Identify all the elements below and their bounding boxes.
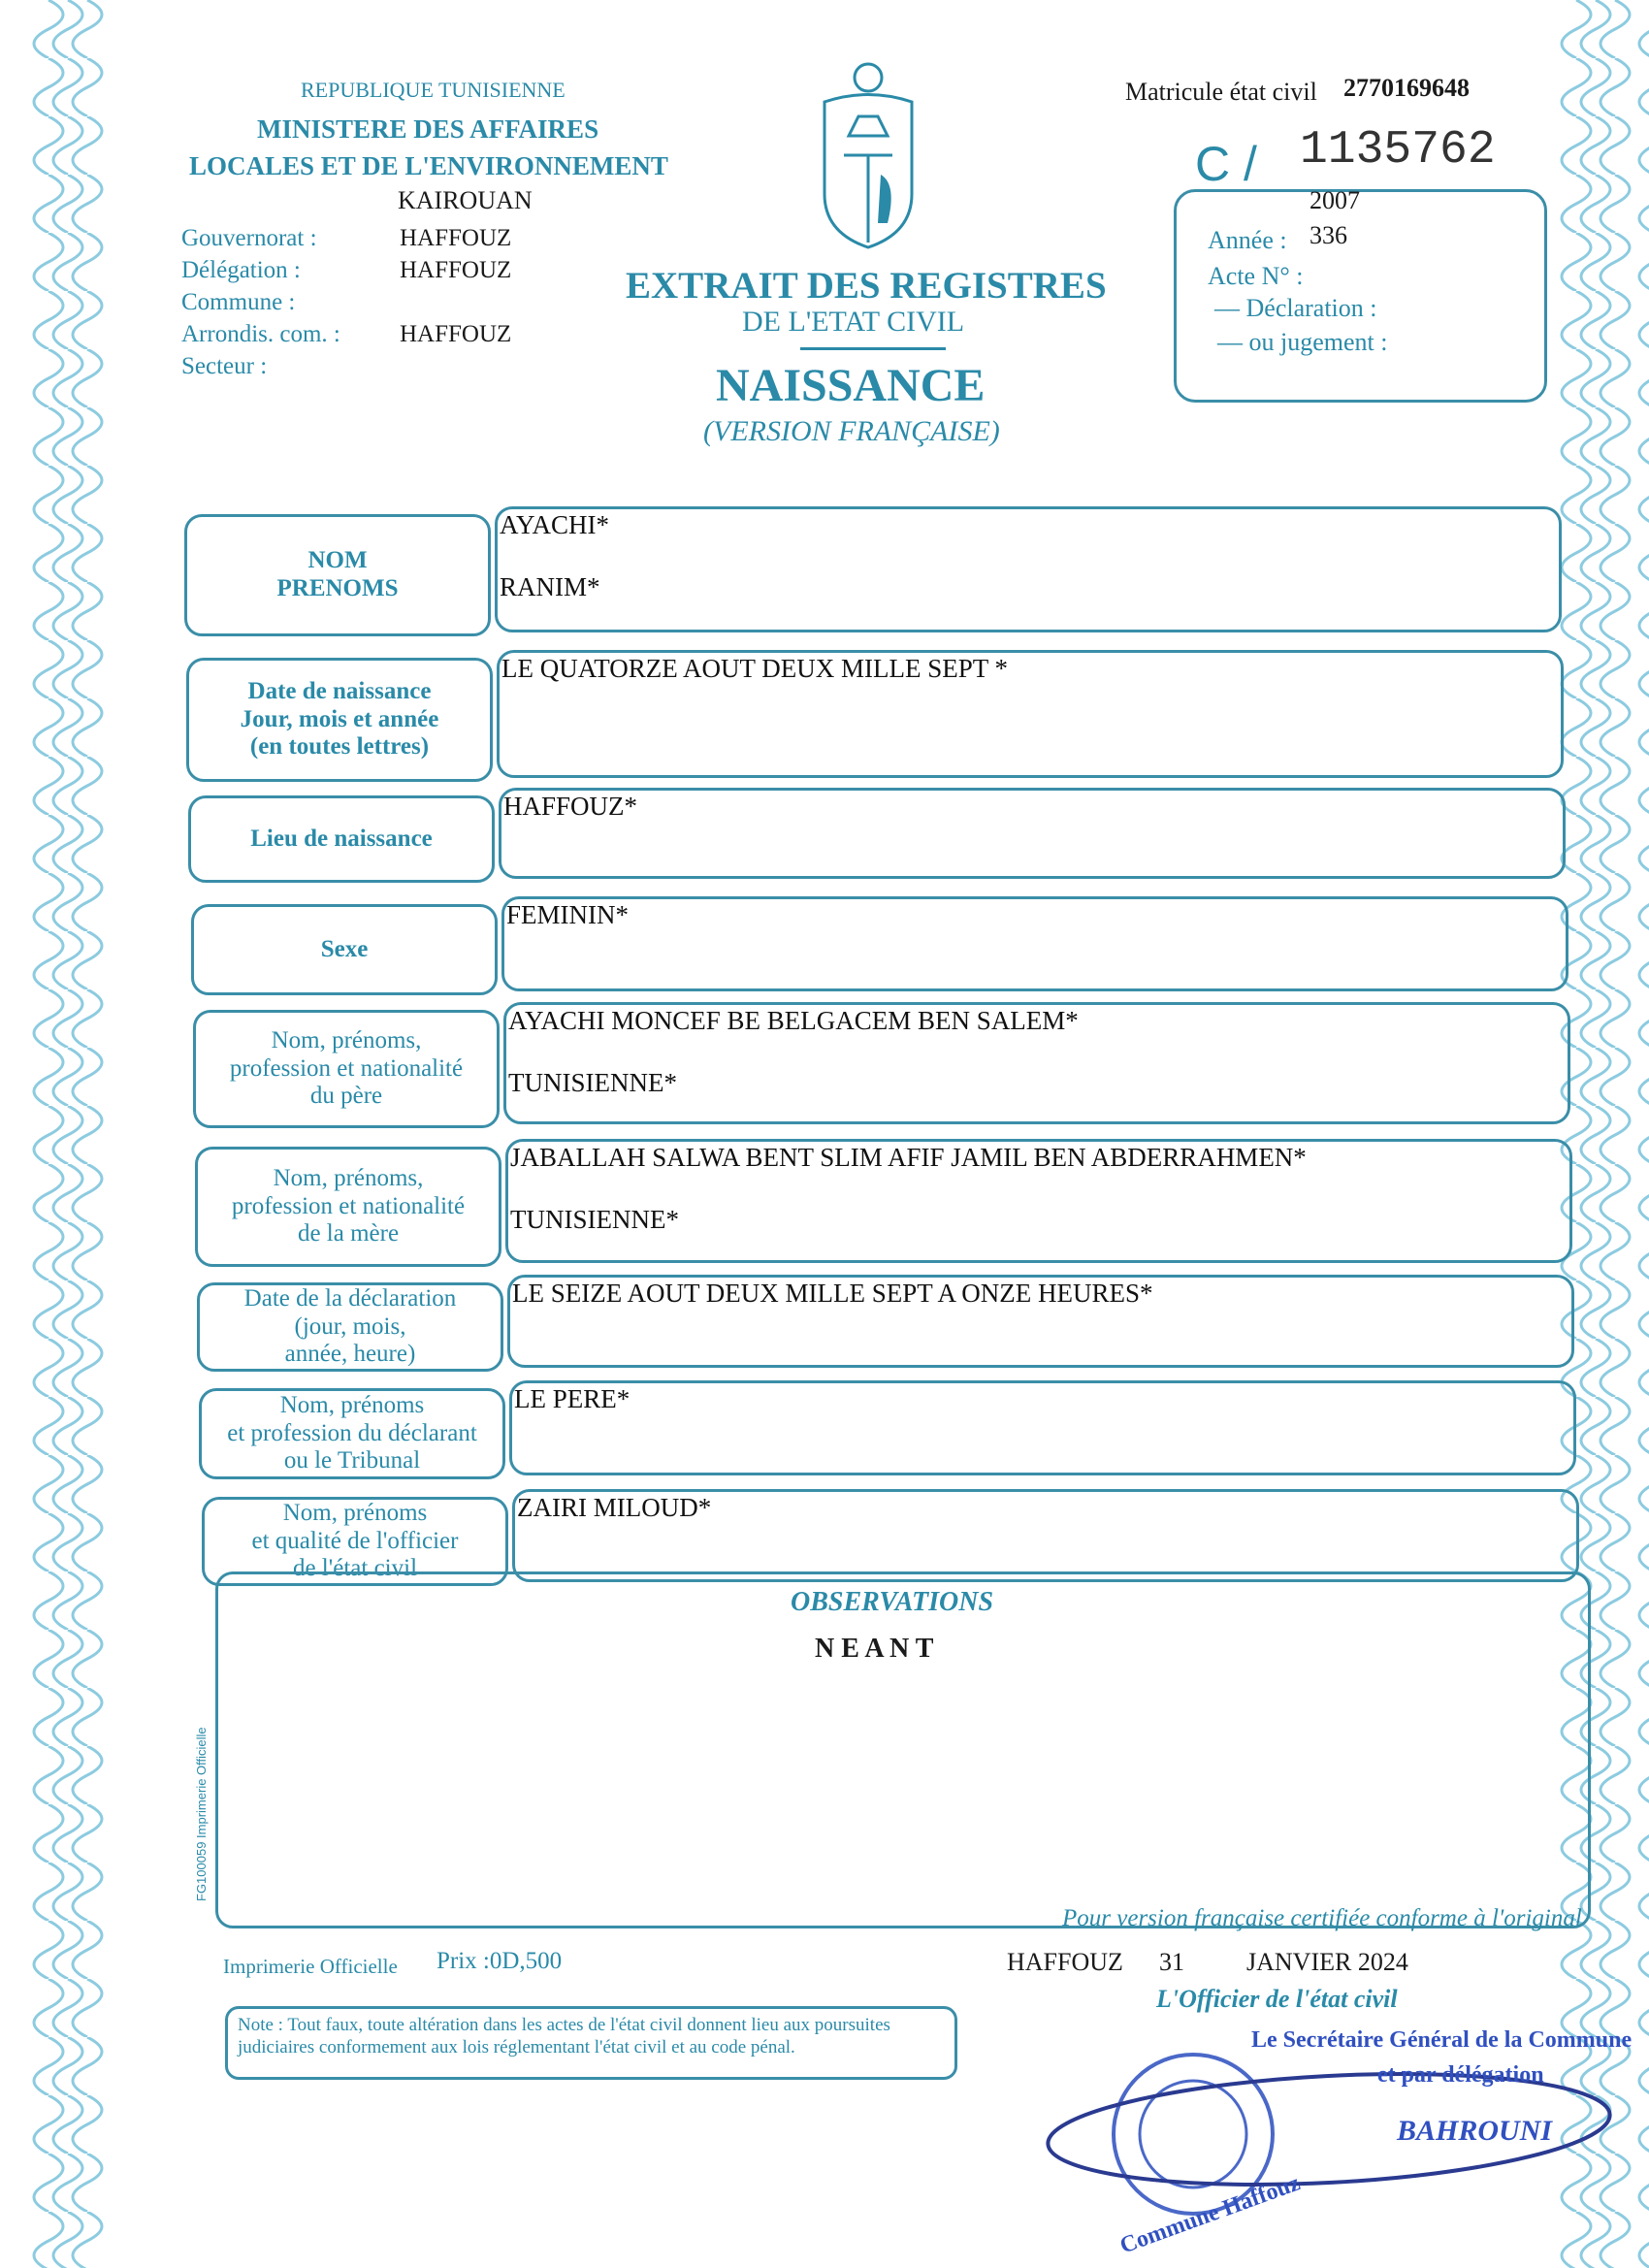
- acte-value: 336: [1310, 221, 1347, 249]
- matricule-label: Matricule état civil: [1125, 78, 1317, 106]
- row-value: ZAIRI MILOUD*: [517, 1493, 712, 1522]
- row-label-line: Nom, prénoms,: [271, 1026, 422, 1053]
- row-label-line: du père: [309, 1083, 383, 1110]
- row-label-box: [199, 1388, 505, 1479]
- row-label-line: de l'état civil: [292, 1555, 418, 1582]
- header-field-value: HAFFOUZ: [400, 225, 512, 251]
- row-value: FEMININ*: [506, 900, 629, 929]
- row-label-line: de la mère: [297, 1220, 400, 1247]
- place: HAFFOUZ: [1007, 1948, 1123, 1976]
- row-label-box: [197, 1282, 503, 1372]
- row-label-line: profession et nationalité: [231, 1192, 466, 1219]
- row-label-box: [184, 514, 491, 636]
- row-label-line: année, heure): [284, 1341, 416, 1368]
- row-value: LE SEIZE AOUT DEUX MILLE SEPT A ONZE HEURES*: [512, 1279, 1153, 1308]
- header-field-value: HAFFOUZ: [400, 257, 512, 283]
- row-value: HAFFOUZ*: [503, 792, 638, 821]
- row-label-line: Sexe: [320, 935, 369, 962]
- row-value: RANIM*: [500, 572, 600, 601]
- declaration-label: — Déclaration :: [1214, 294, 1377, 322]
- row-label-line: et profession du déclarant: [227, 1419, 477, 1446]
- row-label-line: et qualité de l'officier: [251, 1527, 459, 1554]
- header-field-value: HAFFOUZ: [400, 321, 512, 347]
- row-value: TUNISIENNE*: [510, 1205, 679, 1234]
- row-label-box: [191, 904, 498, 995]
- officer-title: L'Officier de l'état civil: [1156, 1985, 1398, 2013]
- republic-label: REPUBLIQUE TUNISIENNE: [301, 78, 566, 102]
- observations-title: OBSERVATIONS: [791, 1587, 994, 1617]
- row-label-box: [188, 795, 495, 883]
- serial-prefix: C /: [1195, 137, 1257, 191]
- row-value: LE QUATORZE AOUT DEUX MILLE SEPT *: [501, 654, 1008, 683]
- row-value: AYACHI*: [500, 510, 610, 539]
- ministry-line2: LOCALES ET DE L'ENVIRONNEMENT: [189, 151, 668, 180]
- tunisia-coat-of-arms: [805, 58, 931, 252]
- row-value-box: [509, 1380, 1576, 1475]
- stamp-line1: Le Secrétaire Général de la Commune: [1251, 2027, 1633, 2053]
- annee-value: 2007: [1310, 186, 1360, 214]
- title-version: (VERSION FRANÇAISE): [703, 415, 1000, 447]
- legal-note: Note : Tout faux, toute altération dans les actes de l'état civil donnent lieu aux poursuites judiciaires conformement aux lois réglementant l'état civil et au code pénal.: [225, 2006, 957, 2080]
- printer-label: Imprimerie Officielle: [223, 1955, 398, 1978]
- annee-label: Année :: [1208, 226, 1287, 254]
- row-label-line: PRENOMS: [276, 575, 399, 601]
- month-year: JANVIER 2024: [1246, 1948, 1408, 1976]
- observations-box: [215, 1571, 1591, 1928]
- header-field-label: Commune :: [181, 289, 296, 315]
- row-label-box: [186, 658, 493, 782]
- ministry-line1: MINISTERE DES AFFAIRES: [257, 114, 599, 144]
- acte-label: Acte N° :: [1208, 262, 1304, 290]
- price: Prix :0D,500: [436, 1948, 563, 1974]
- row-label-box: [195, 1147, 501, 1267]
- header-field-label: Arrondis. com. :: [181, 321, 340, 347]
- header-field-label: Secteur :: [181, 353, 268, 379]
- header-field-label: Délégation :: [181, 257, 301, 283]
- matricule-value: 2770169648: [1343, 74, 1470, 102]
- row-label-line: profession et nationalité: [229, 1054, 464, 1082]
- row-value: TUNISIENNE*: [508, 1068, 677, 1097]
- row-label-line: Nom, prénoms: [279, 1391, 425, 1418]
- row-value: LE PERE*: [514, 1384, 630, 1413]
- row-label-line: Lieu de naissance: [250, 825, 433, 852]
- row-label-line: Nom, prénoms: [282, 1499, 428, 1526]
- row-value: AYACHI MONCEF BE BELGACEM BEN SALEM*: [508, 1006, 1079, 1035]
- day: 31: [1159, 1948, 1184, 1976]
- title-etat-civil: DE L'ETAT CIVIL: [742, 306, 965, 338]
- row-value-box: [501, 896, 1568, 991]
- certified-text: Pour version française certifiée conforme à l'original: [1062, 1905, 1582, 1931]
- stamp-line2: et par délégation: [1377, 2062, 1544, 2088]
- jugement-label: — ou jugement :: [1217, 328, 1388, 356]
- observations-neant: N E A N T: [815, 1634, 934, 1664]
- row-label-line: ou le Tribunal: [283, 1447, 421, 1474]
- row-label-line: Nom, prénoms,: [273, 1164, 424, 1191]
- row-value-box: [499, 788, 1566, 879]
- side-print: FG100059 Imprimerie Officielle: [194, 1727, 209, 1901]
- left-guilloche-border: [29, 0, 107, 2268]
- governorate-overprint: KAIROUAN: [398, 186, 533, 214]
- row-label-line: (jour, mois,: [294, 1312, 406, 1340]
- row-value-box: [495, 506, 1562, 632]
- seal-text: Commune Haffouz: [1116, 2170, 1304, 2259]
- title-naissance: NAISSANCE: [716, 360, 986, 411]
- row-value: JABALLAH SALWA BENT SLIM AFIF JAMIL BEN ABDERRAHMEN*: [510, 1143, 1307, 1172]
- row-label-box: [193, 1010, 500, 1128]
- header-field-label: Gouvernorat :: [181, 225, 317, 251]
- stamp-name: BAHROUNI: [1397, 2115, 1553, 2147]
- row-label-line: Date de la déclaration: [243, 1284, 457, 1312]
- row-label-line: NOM: [307, 547, 368, 574]
- serial-number: 1135762: [1300, 124, 1496, 177]
- row-label-line: Date de naissance: [247, 677, 432, 704]
- official-stamp: [1009, 2018, 1649, 2268]
- title-extrait: EXTRAIT DES REGISTRES: [626, 265, 1107, 307]
- title-divider: [800, 347, 946, 350]
- row-label-line: Jour, mois et année: [240, 705, 439, 732]
- row-label-line: (en toutes lettres): [249, 733, 430, 761]
